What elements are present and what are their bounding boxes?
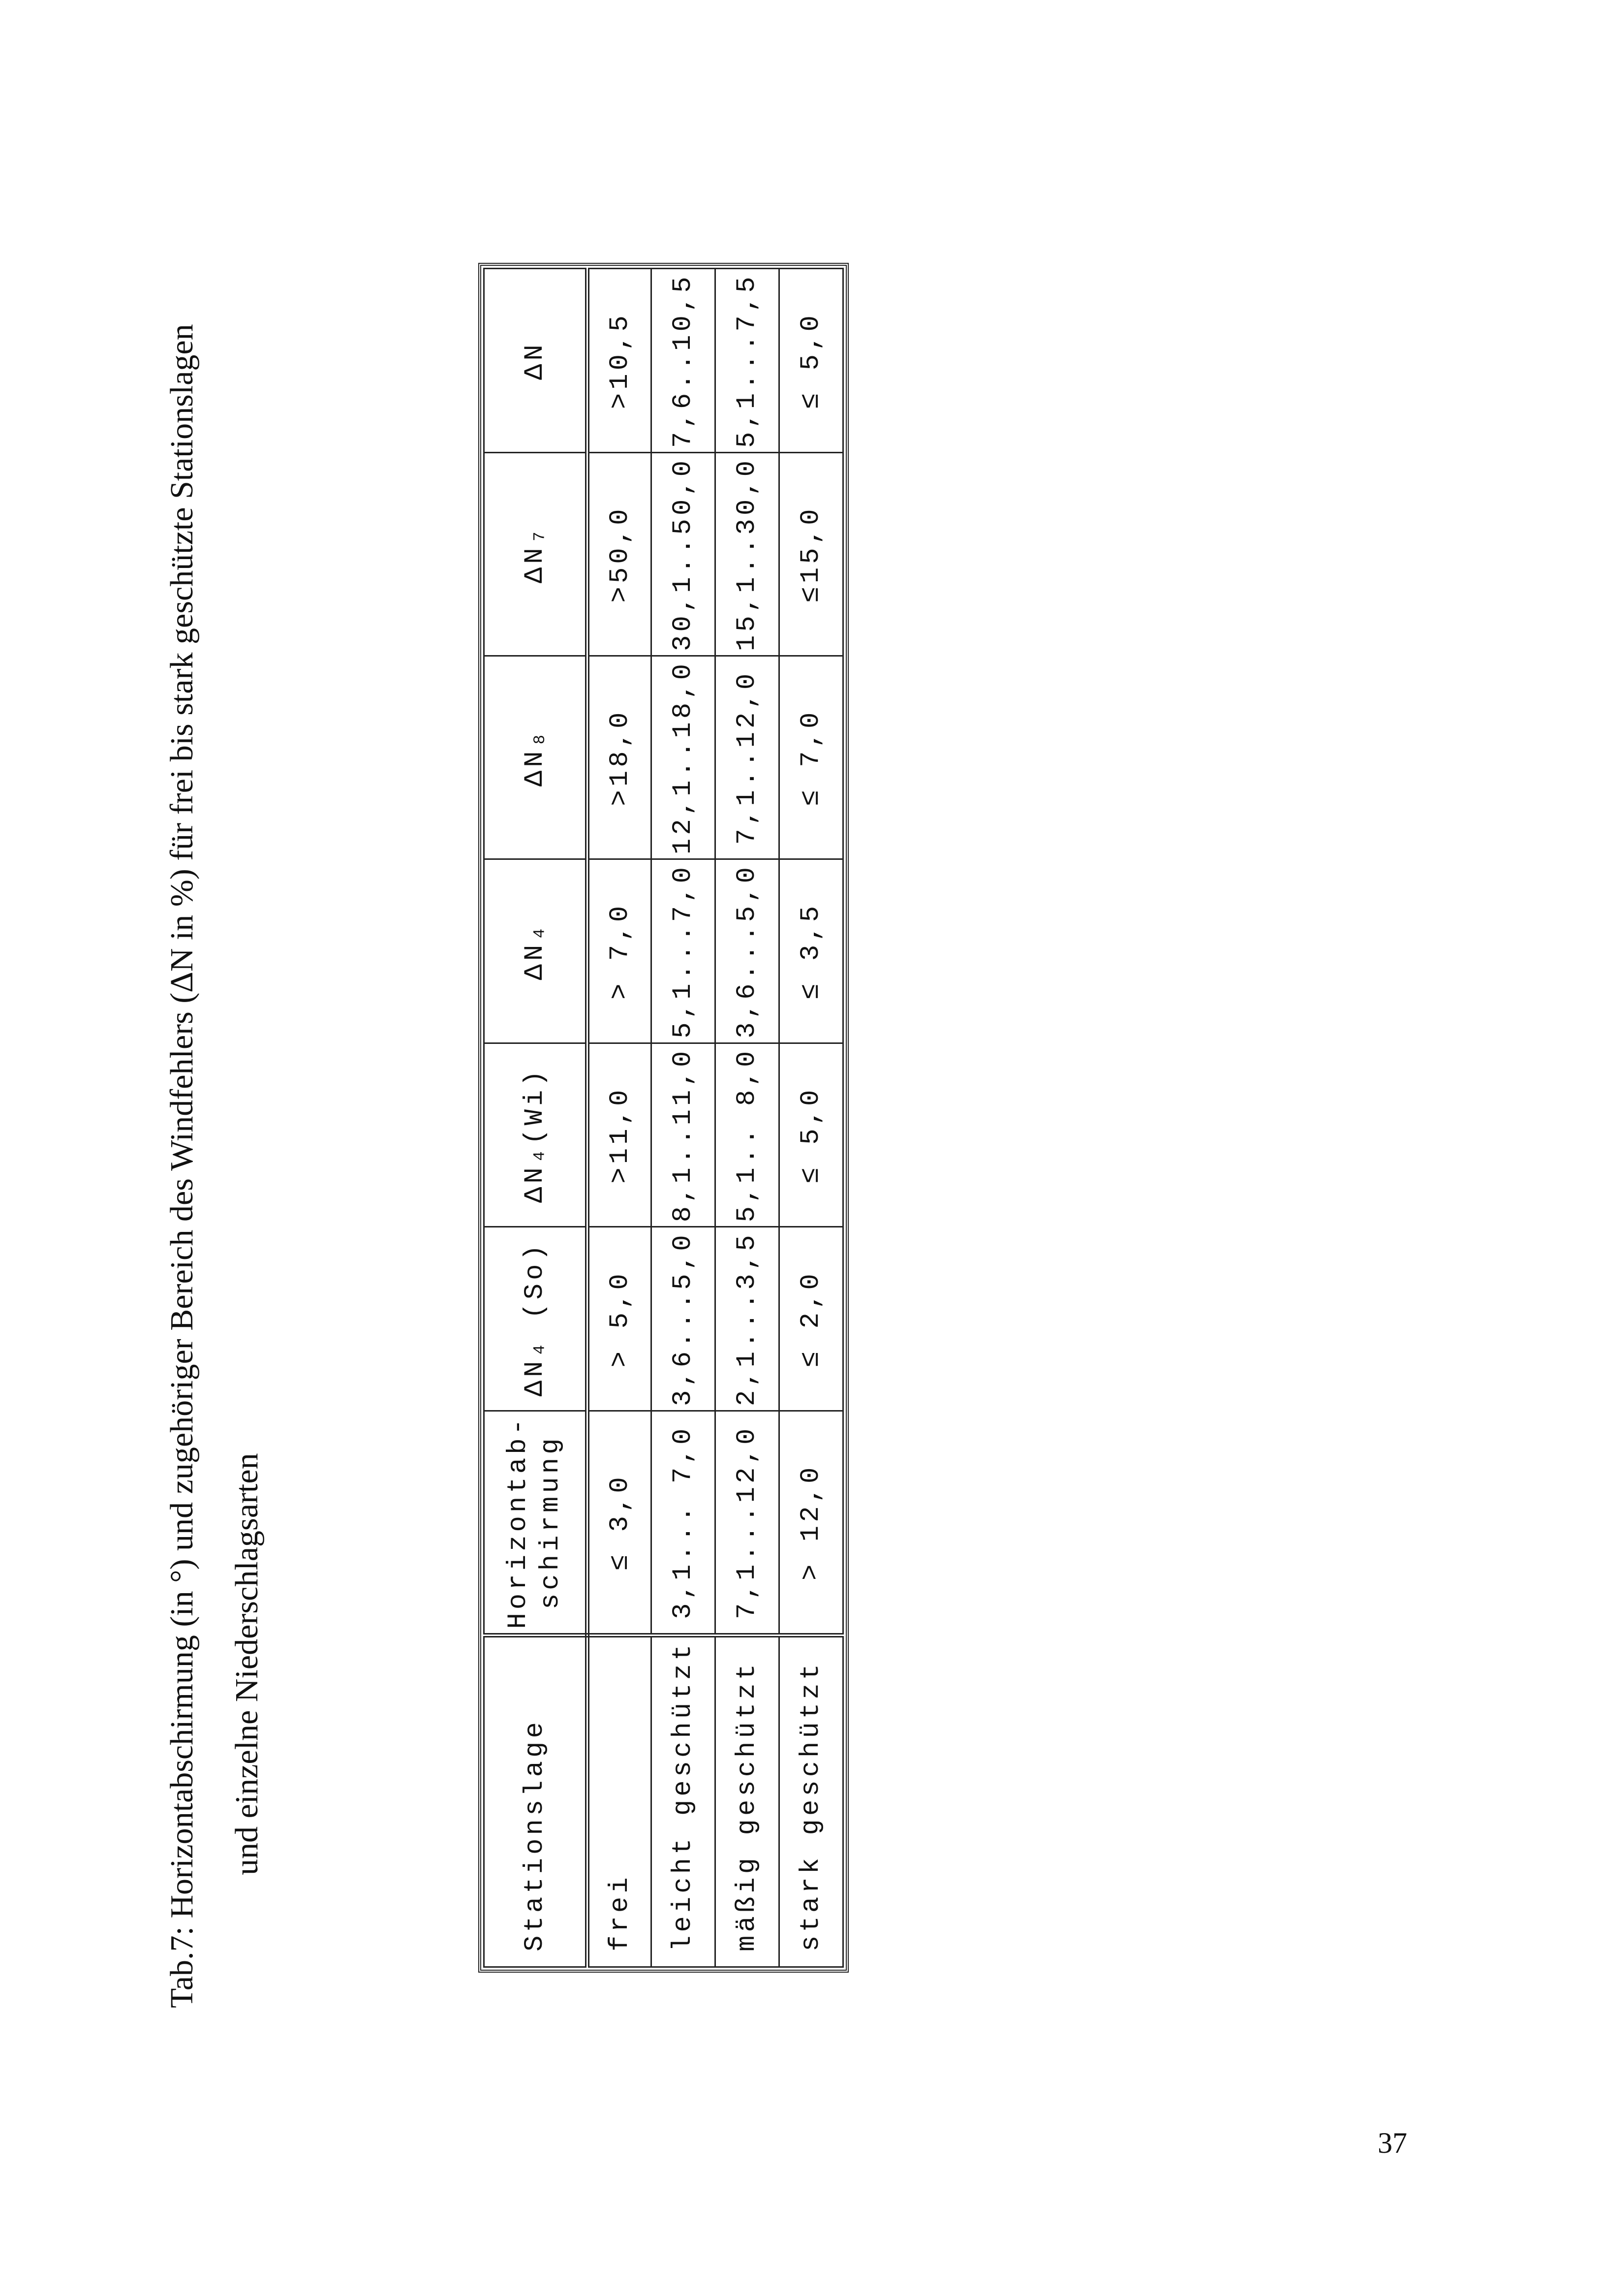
cell-value: ≤ 3,0 [587, 1411, 651, 1635]
cell-value: 3,6...5,0 [651, 1227, 715, 1411]
table-caption-line-2: und einzelne Niederschlagsarten [229, 1453, 265, 1875]
cell-value: 7,1..12,0 [715, 656, 779, 859]
table-header-row [484, 269, 587, 1967]
cell-stationslage: frei [587, 1635, 651, 1967]
cell-value: >18,0 [587, 656, 651, 859]
cell-value: 7,1...12,0 [715, 1411, 779, 1635]
cell-value: ≤ 3,5 [779, 859, 843, 1043]
header-dn4-so: ΔN₄ (So) [484, 1227, 587, 1411]
header-dn4-wi: ΔN₄(Wi) [484, 1043, 587, 1227]
cell-value: > 7,0 [587, 859, 651, 1043]
header-dn: ΔN [484, 269, 587, 453]
cell-value: 3,6...5,0 [715, 859, 779, 1043]
cell-value: ≤ 7,0 [779, 656, 843, 859]
header-dn7: ΔN₇ [484, 452, 587, 656]
table-row [651, 269, 715, 1967]
cell-value: ≤ 5,0 [779, 1043, 843, 1227]
cell-value: >50,0 [587, 452, 651, 656]
cell-value: ≤15,0 [779, 452, 843, 656]
cell-value: 5,1.. 8,0 [715, 1043, 779, 1227]
cell-value: 30,1..50,0 [651, 452, 715, 656]
cell-value: 3,1... 7,0 [651, 1411, 715, 1635]
page-number: 37 [1378, 2127, 1407, 2159]
cell-value: > 12,0 [779, 1411, 843, 1635]
header-dn4: ΔN₄ [484, 859, 587, 1043]
header-horizontabschirmung: Horizontab- schirmung [484, 1411, 587, 1635]
cell-value: 2,1...3,5 [715, 1227, 779, 1411]
cell-value: >11,0 [587, 1043, 651, 1227]
cell-value: > 5,0 [587, 1227, 651, 1411]
header-stationslage: Stationslage [484, 1635, 587, 1967]
table-row [779, 269, 843, 1967]
cell-stationslage: stark geschützt [779, 1635, 843, 1967]
cell-stationslage: mäßig geschützt [715, 1635, 779, 1967]
cell-value: 5,1...7,0 [651, 859, 715, 1043]
cell-value: 7,6..10,5 [651, 269, 715, 453]
cell-stationslage: leicht geschützt [651, 1635, 715, 1967]
cell-value: 15,1..30,0 [715, 452, 779, 656]
table-row [715, 269, 779, 1967]
cell-value: >10,5 [587, 269, 651, 453]
cell-value: 12,1..18,0 [651, 656, 715, 859]
cell-value: 8,1..11,0 [651, 1043, 715, 1227]
wind-error-table [483, 268, 844, 1968]
table-caption-line-1: Tab.7: Horizontabschirmung (in °) und zugehöriger Bereich des Windfehlers (ΔN in %) für frei bis stark geschützte Stationslagen [164, 324, 200, 2008]
cell-value: ≤ 2,0 [779, 1227, 843, 1411]
table-row [587, 269, 651, 1967]
header-dn8: ΔN₈ [484, 656, 587, 859]
cell-value: 5,1...7,5 [715, 269, 779, 453]
cell-value: ≤ 5,0 [779, 269, 843, 453]
table-frame [478, 263, 849, 1973]
